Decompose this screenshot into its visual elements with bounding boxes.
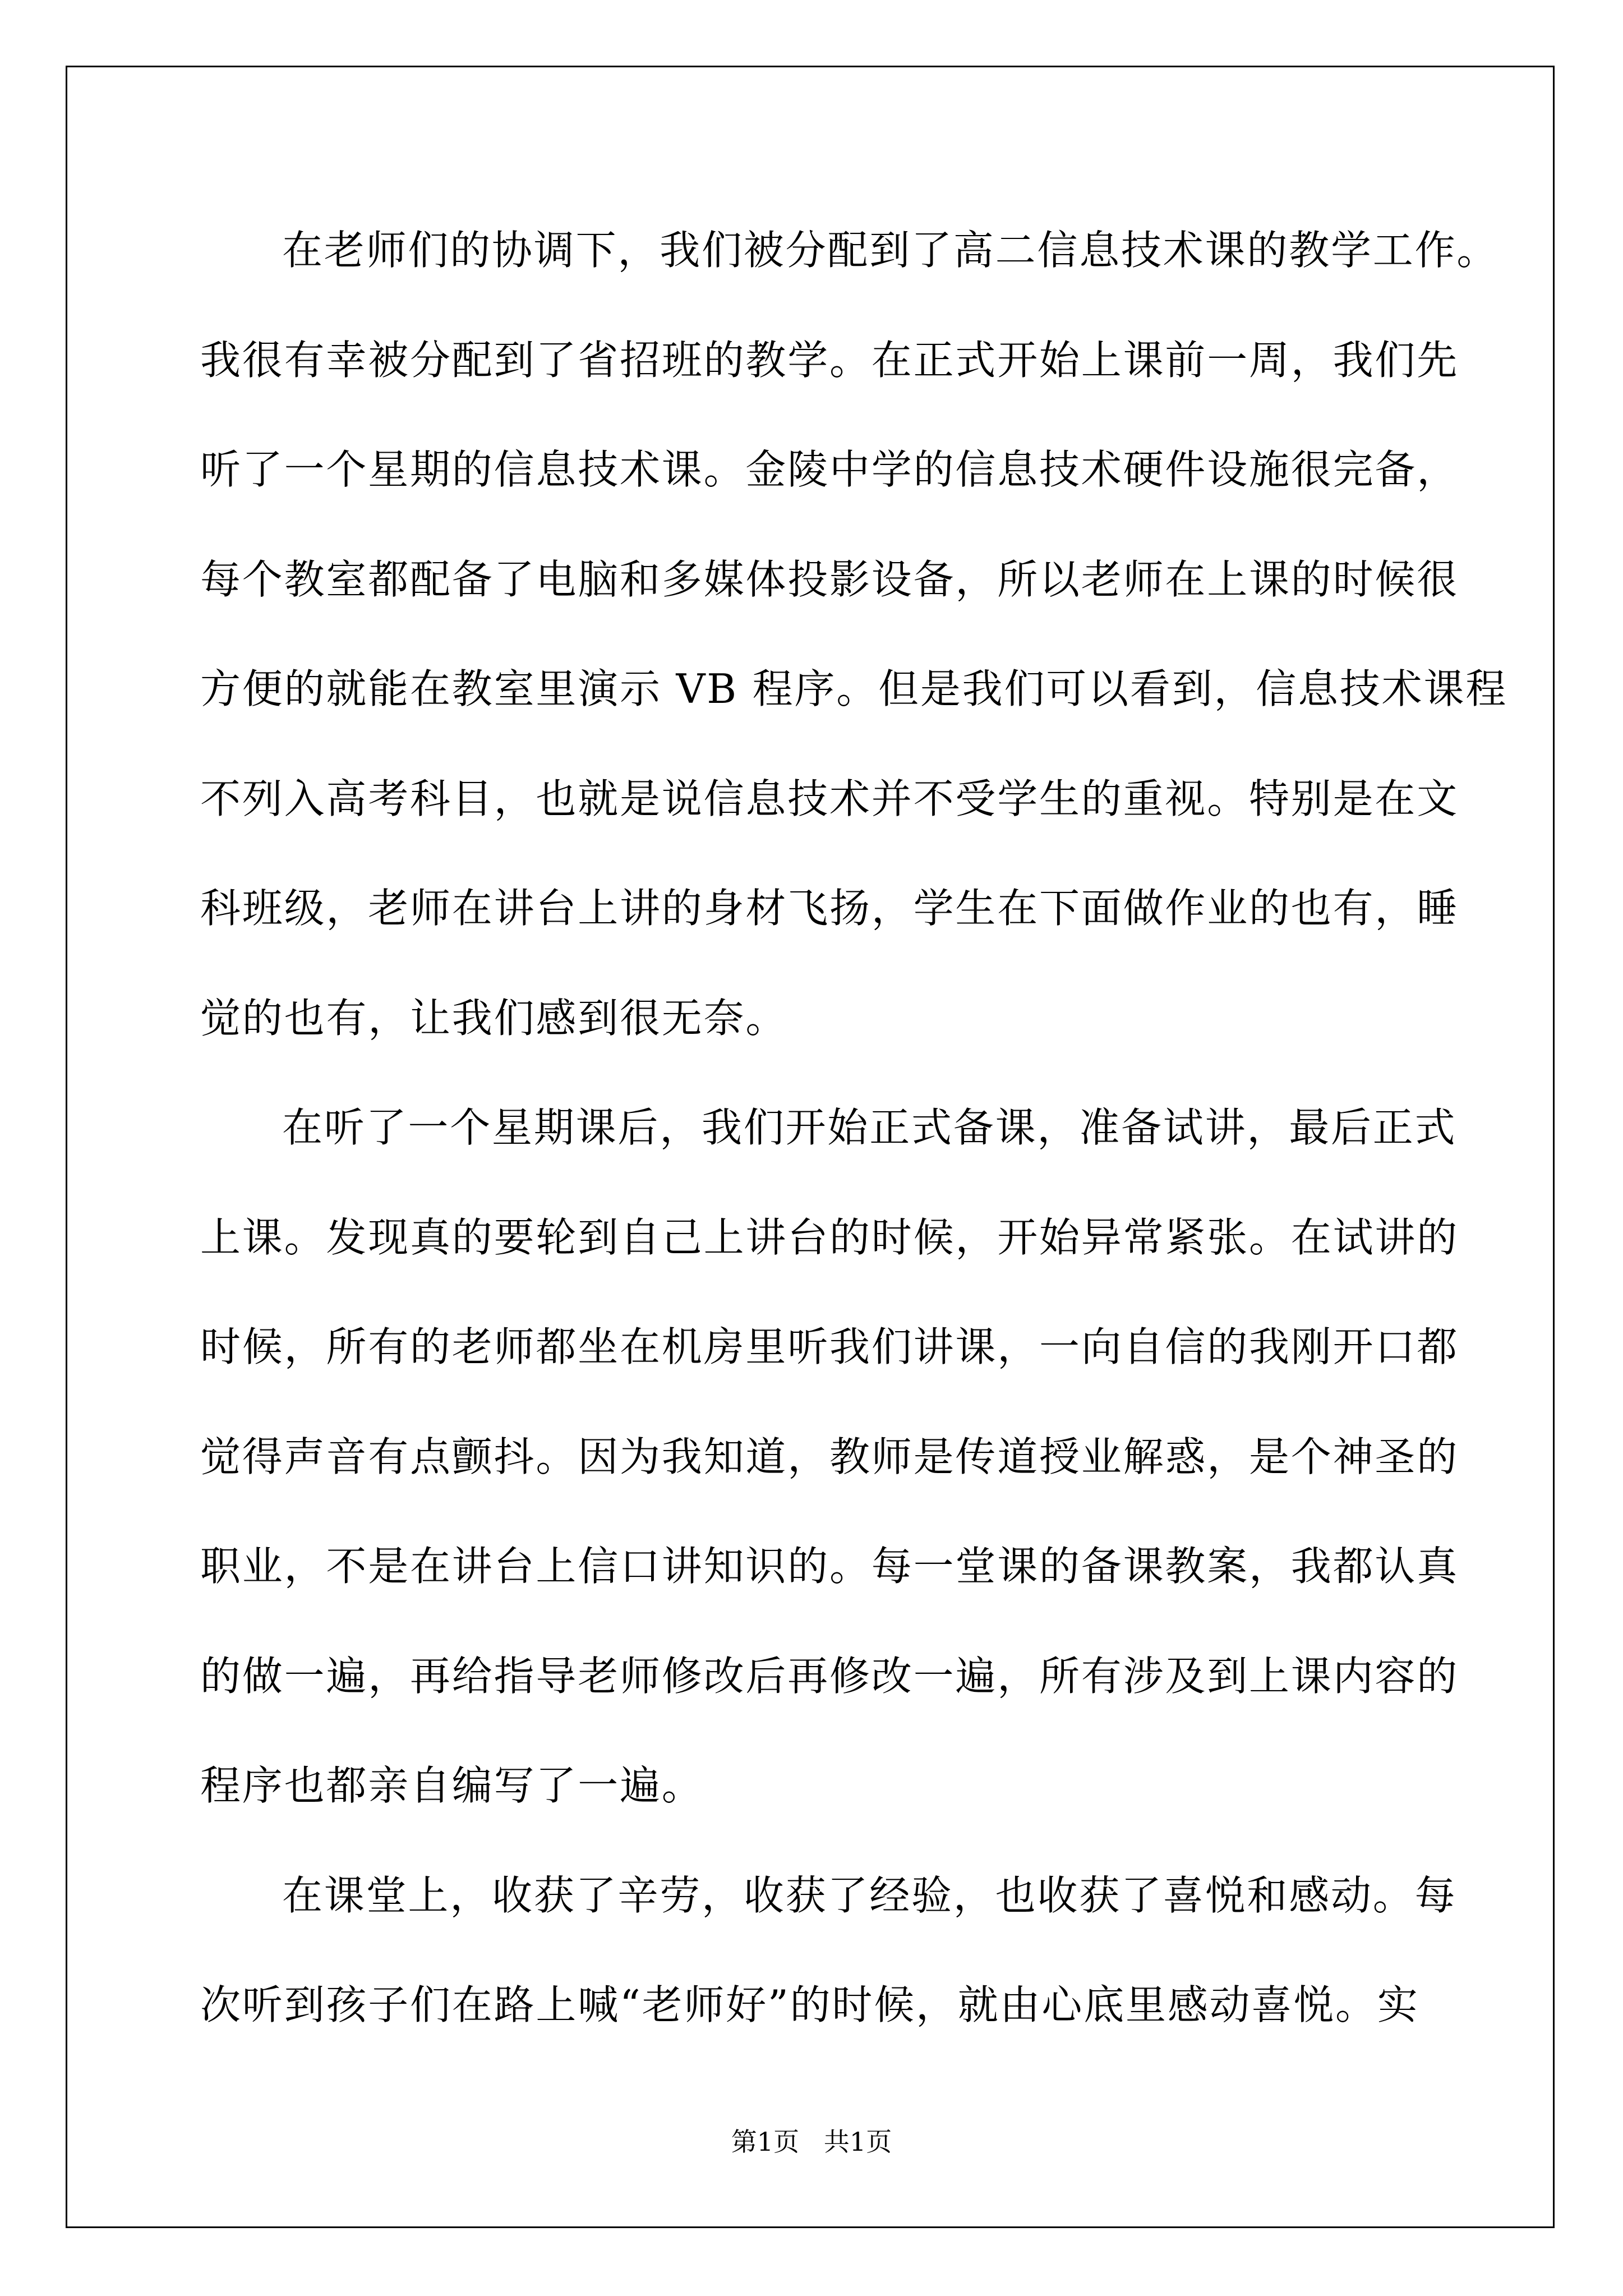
page-number-footer: 第1页 共1页 — [731, 2127, 892, 2157]
text-line: 职业，不是在讲台上信口讲知识的。每一堂课的备课教案，我都认真 — [200, 1543, 1459, 1590]
text-line: 不列入高考科目，也就是说信息技术并不受学生的重视。特别是在文 — [200, 775, 1459, 822]
text-line: 我很有幸被分配到了省招班的教学。在正式开始上课前一周，我们先 — [200, 336, 1459, 384]
text-line: 方便的就能在教室里演示 VB 程序。但是我们可以看到，信息技术课程 — [200, 665, 1508, 712]
text-line: 觉得声音有点颤抖。因为我知道，教师是传道授业解惑，是个神圣的 — [200, 1433, 1459, 1480]
text-line: 程序也都亲自编写了一遍。 — [200, 1762, 704, 1809]
text-line: 觉的也有，让我们感到很无奈。 — [200, 994, 788, 1042]
text-line: 时候，所有的老师都坐在机房里听我们讲课，一向自信的我刚开口都 — [200, 1323, 1459, 1370]
text-line: 上课。发现真的要轮到自己上讲台的时候，开始异常紧张。在试讲的 — [200, 1213, 1459, 1261]
document-body — [200, 219, 1508, 2083]
text-line: 听了一个星期的信息技术课。金陵中学的信息技术硬件设施很完备， — [200, 446, 1459, 493]
text-line: 次听到孩子们在路上喊“老师好”的时候，就由心底里感动喜悦。实 — [200, 1981, 1419, 2028]
text-line: 每个教室都配备了电脑和多媒体投影设备，所以老师在上课的时候很 — [200, 555, 1459, 603]
text-line: 在听了一个星期课后，我们开始正式备课，准备试讲，最后正式 — [282, 1104, 1457, 1151]
text-line: 科班级，老师在讲台上讲的身材飞扬，学生在下面做作业的也有，睡 — [200, 885, 1459, 932]
text-line: 在老师们的协调下，我们被分配到了高二信息技术课的教学工作。 — [282, 227, 1499, 274]
text-line: 在课堂上，收获了辛劳，收获了经验，也收获了喜悦和感动。每 — [282, 1871, 1457, 1919]
text-line: 的做一遍，再给指导老师修改后再修改一遍，所有涉及到上课内容的 — [200, 1652, 1459, 1700]
